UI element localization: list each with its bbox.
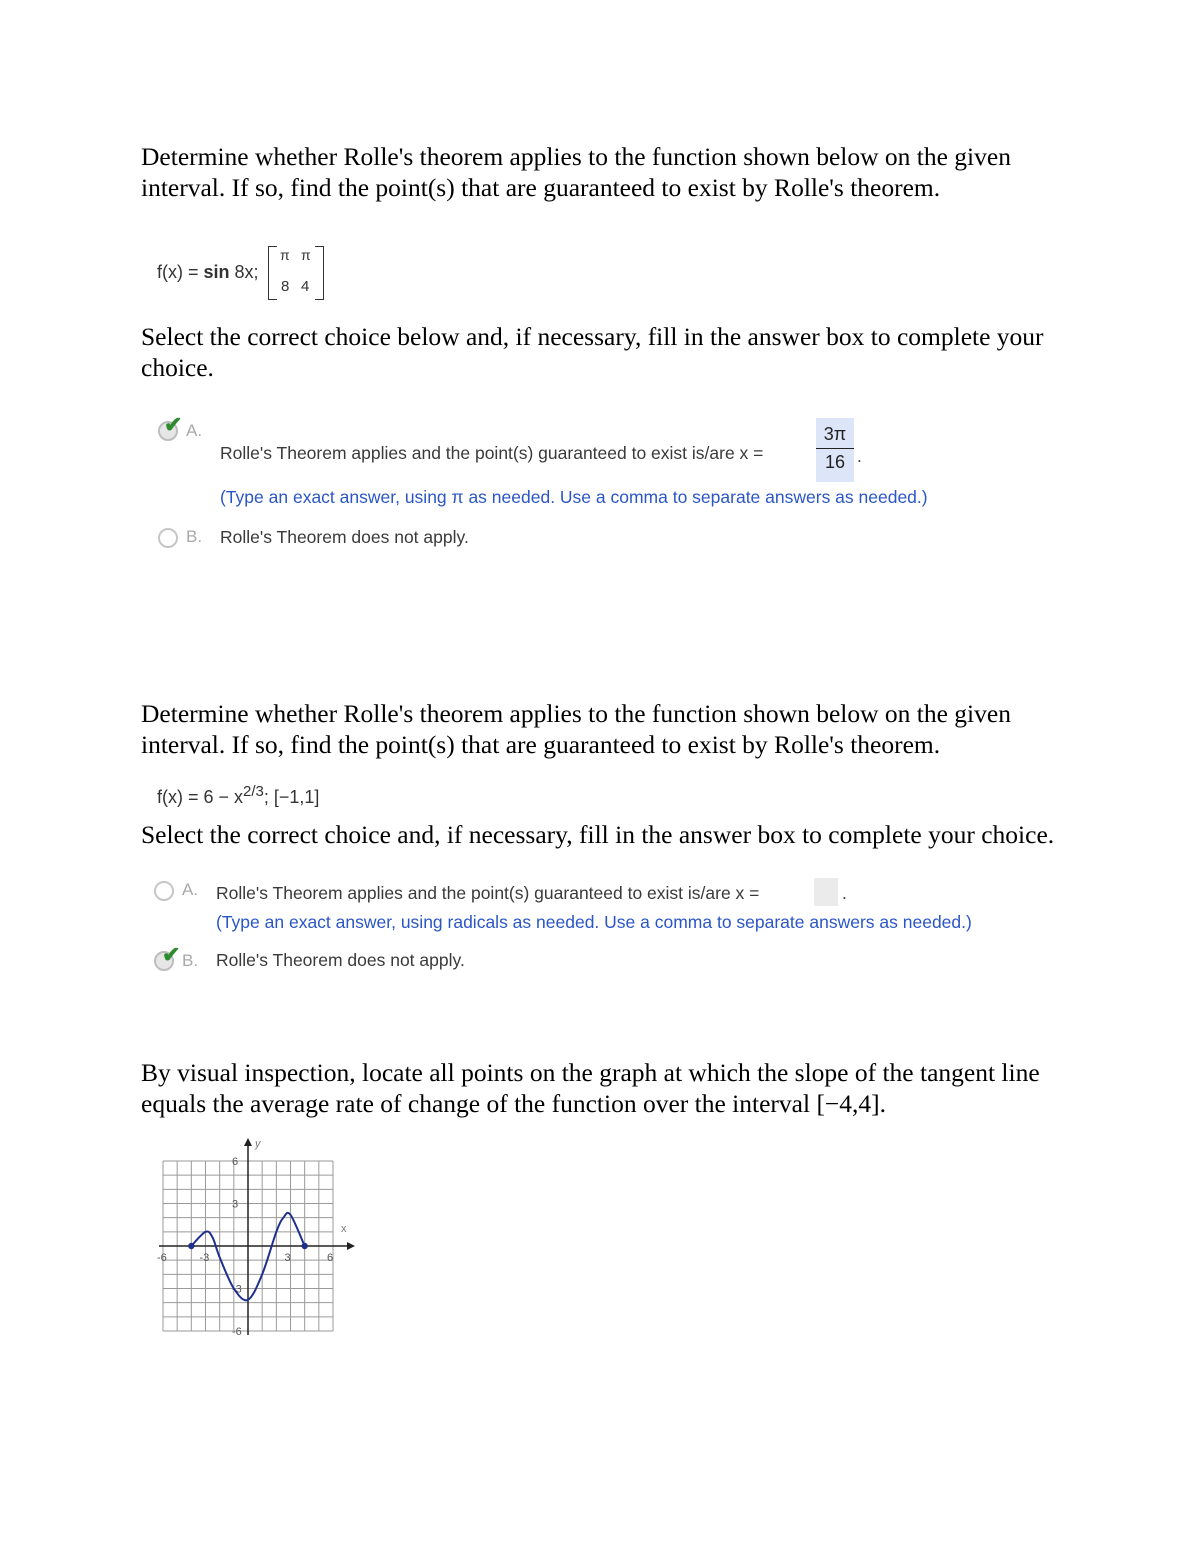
q1-interval-top-left: π [280,247,290,263]
y-axis-label: y [255,1138,261,1150]
q1-function-sin: sin [203,262,230,282]
q1-interval-left-bracket [268,246,277,300]
q2-answer-box[interactable] [814,878,838,906]
q2-function-interval: ; [−1,1] [263,787,320,807]
q1-function [157,262,259,283]
x-tick-3: 3 [284,1252,291,1264]
q1-answer-denominator: 16 [824,452,846,472]
x-tick-6: 6 [327,1252,334,1264]
q2-choice-b-text: Rolle's Theorem does not apply. [216,950,465,970]
q2-function [157,783,319,808]
q2-choice-a-radio[interactable] [154,881,174,901]
q1-choice-a-text: Rolle's Theorem applies and the point(s) guaranteed to exist is/are x = [220,443,764,463]
y-tick-neg6: -6 [232,1326,242,1338]
x-axis-label: x [341,1223,347,1235]
y-tick-3: 3 [232,1198,239,1211]
checkmark-icon: ✔ [162,942,181,967]
q2-prompt: Determine whether Rolle's theorem applies to the function shown below on the given interval. If so, find the point(s) that are guaranteed to exist by Rolle's theorem. [141,699,1011,759]
q2-select-instruction: Select the correct choice and, if necessary, fill in the answer box to complete your choice. [141,820,1055,849]
q1-interval-bottom-left: 8 [281,278,290,295]
q1-answer-numerator: 3π [823,424,847,444]
checkmark-icon: ✔ [164,412,183,437]
fraction-bar [816,448,854,449]
q1-answer-period: . [857,446,862,466]
q2-choice-a-letter: A. [182,880,199,899]
q2-function-exponent: 2/3 [243,783,264,800]
q2-answer-period: . [842,883,847,903]
x-axis-arrow-icon [347,1242,355,1250]
y-tick-6: 6 [232,1156,239,1168]
y-tick-neg3: -3 [232,1283,242,1296]
q1-interval-right-bracket [315,246,324,300]
q2-function-text: f(x) = 6 − x [157,787,244,807]
q2-choice-a-text: Rolle's Theorem applies and the point(s) guaranteed to exist is/are x = [216,883,760,903]
q1-interval-top-right: π [301,247,311,263]
q1-answer-fraction [816,424,854,473]
graph-axes [159,1138,355,1335]
x-tick-neg3: -3 [199,1252,210,1264]
y-axis-arrow-icon [244,1138,252,1146]
x-tick-neg6: -6 [157,1252,167,1264]
q3-prompt: By visual inspection, locate all points on the graph at which the slope of the tangent line equals the average rate of change of the function over the interval [−4,4]. [141,1058,1040,1118]
q1-choice-b-text: Rolle's Theorem does not apply. [220,527,469,547]
q1-choice-a-hint: (Type an exact answer, using π as needed. Use a comma to separate answers as needed.) [220,487,928,507]
q1-select-instruction: Select the correct choice below and, if necessary, fill in the answer box to complete your choice. [141,322,1044,382]
curve-endpoint [188,1243,194,1249]
q1-choice-a-letter: A. [186,421,203,440]
q1-choice-b-radio[interactable] [158,528,178,548]
q1-function-lhs: f(x) = [157,262,204,282]
q1-prompt: Determine whether Rolle's theorem applies to the function shown below on the given interval. If so, find the point(s) that are guaranteed to exist by Rolle's theorem. [141,142,1011,202]
q1-interval-bottom-right: 4 [301,278,310,295]
q3-graph [152,1138,362,1343]
q1-function-arg: 8x; [229,262,259,282]
q1-choice-b-letter: B. [186,527,203,546]
q2-choice-b-letter: B. [182,951,199,970]
q2-choice-a-hint: (Type an exact answer, using radicals as needed. Use a comma to separate answers as needed.) [216,912,972,932]
curve-endpoint [301,1243,307,1249]
